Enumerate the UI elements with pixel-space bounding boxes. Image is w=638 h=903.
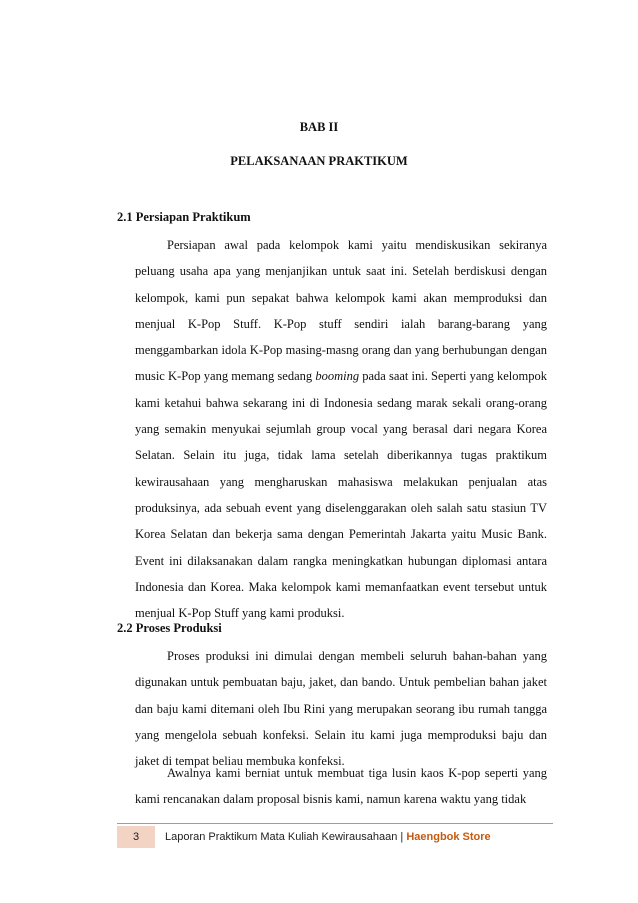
paragraph-proses-produksi: Proses produksi ini dimulai dengan membeli seluruh bahan-bahan yang digunakan untuk pembuatan baju, jaket, dan bando. Untuk pembelian bahan jaket dan baju kami ditemani oleh Ibu Rini yang merupakan seorang ibu rumah tangga yang mengelola sebuah konfeksi. Selain itu kami juga memproduksi baju dan jaket di tempat beliau membuka konfeksi. <box>135 649 547 769</box>
chapter-number: BAB II <box>299 120 339 134</box>
paragraph-awalnya: Awalnya kami berniat untuk membuat tiga lusin kaos K-pop seperti yang kami rencanakan dalam proposal bisnis kami, namun karena waktu yang tidak <box>135 766 547 807</box>
footer-store-name: Haengbok Store <box>406 831 491 843</box>
footer-divider <box>117 823 553 824</box>
emphasis-booming: booming <box>315 369 360 384</box>
chapter-title: PELAKSANAAN PRAKTIKUM <box>230 154 408 168</box>
section-heading-persiapan: 2.1 Persiapan Praktikum <box>117 210 251 224</box>
paragraph-text: pada saat ini. Seperti yang kelompok kami ketahui bahwa sekarang ini di Indonesia sedang marak sekali orang-orang yang semakin menyukai sejumlah group vocal yang berasal dari negara Korea Selatan. Selain itu juga, tidak lama setelah diberikannya tugas praktikum kewirausahaan yang mengharuskan mahasiswa melakukan penjualan atas produksinya, ada sebuah event yang diselenggarakan oleh salah satu stasiun TV Korea Selatan dan bekerja sama dengan Pemerintah Jakarta yaitu Music Bank. Event ini dilaksanakan dalam rangka meningkatkan hubungan diplomasi antara Indonesia dan Korea. Maka kelompok kami memanfaatkan event tersebut untuk menjual K-Pop Stuff yang kami produksi. <box>135 369 548 621</box>
section-heading-proses: 2.2 Proses Produksi <box>117 621 222 635</box>
footer-report-title: Laporan Praktikum Mata Kuliah Kewirausahaan | <box>165 831 407 843</box>
paragraph-persiapan <box>135 232 547 626</box>
page-footer <box>117 826 553 850</box>
page-number: 3 <box>117 826 155 848</box>
paragraph-text: Persiapan awal pada kelompok kami yaitu mendiskusikan sekiranya peluang usaha apa yang menjanjikan untuk saat ini. Setelah berdiskusi dengan kelompok, kami pun sepakat bahwa kelompok kami akan memproduksi dan menjual K-Pop Stuff. K-Pop stuff sendiri ialah barang-barang yang menggambarkan idola K-Pop masing-masng orang dan yang berhubungan dengan music K-Pop yang memang sedang <box>135 238 547 384</box>
footer-text <box>165 826 491 848</box>
